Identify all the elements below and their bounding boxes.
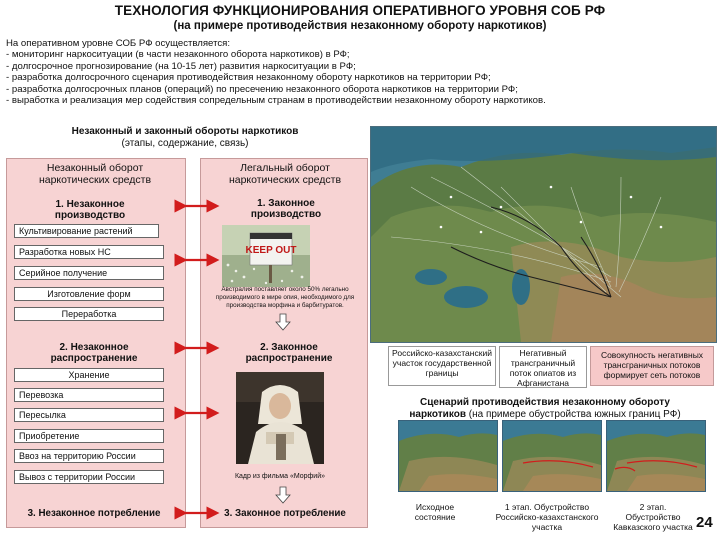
row-new-drugs: Разработка новых НС (14, 245, 164, 259)
legend-flow-network: Совокупность негативных трансграничных потоков формирует сеть потоков (590, 346, 714, 386)
australia-note: Австралия поставляет около 50% легально производимого в мире опия, необходимого для производства морфина и барбитуратов. (215, 286, 355, 309)
minimap-initial (398, 420, 498, 492)
illegal-step-3: 3. Незаконное потребление (27, 508, 161, 519)
illegal-step-1: 1. Незаконное производство (54, 199, 126, 221)
row-acquisition: Приобретение (14, 429, 164, 443)
row-serial: Серийное получение (14, 266, 164, 280)
legend-negative-flow: Негативный трансграничный поток опиатов из Афганистана (499, 346, 587, 388)
row-import: Ввоз на территорию России (14, 449, 164, 463)
illegal-heading: Незаконный оборот наркотических средств (38, 162, 152, 186)
legal-heading: Легальный оборот наркотических средств (228, 162, 342, 186)
scenario-title-main: Сценарий противодействия незаконному обороту наркотиков (409, 397, 670, 420)
row-transport: Перевозка (14, 388, 164, 402)
legend-border-section: Российско-казахстанский участок государственной границы (388, 346, 496, 386)
scenario-title-suffix: (на примере обустройства южных границ РФ) (468, 409, 681, 420)
stage-label-1: 1 этап. Обустройство Российско-казахстанского участка (495, 502, 599, 532)
stage-label-2: 2 этап. Обустройство Кавказского участка (613, 502, 693, 532)
row-export: Вывоз с территории России (14, 470, 164, 484)
row-storage: Хранение (14, 368, 164, 382)
page-number: 24 (696, 514, 713, 531)
intro-line: - долгосрочное прогнозирование (на 10-15 лет) развития наркоситуации в РФ; (6, 60, 356, 72)
legal-step-1: 1. Законное производство (250, 198, 322, 220)
intro-lead: На оперативном уровне СОБ РФ осуществляется: (6, 38, 231, 49)
eurasia-map (370, 126, 717, 343)
intro-line: - выработка и реализация мер содействия сопредельным странам в противодействии незаконному обороту наркотиков. (6, 95, 546, 107)
row-processing: Переработка (14, 307, 164, 321)
movie-caption: Кадр из фильма «Морфий» (234, 473, 326, 480)
page-title: ТЕХНОЛОГИЯ ФУНКЦИОНИРОВАНИЯ ОПЕРАТИВНОГО УРОВНЯ СОБ РФ (114, 3, 606, 18)
stage-label-initial: Исходное состояние (414, 502, 456, 522)
illegal-step-2: 2. Незаконное распространение (50, 342, 138, 364)
row-mailing: Пересылка (14, 408, 164, 422)
double-arrow-icon (181, 206, 213, 513)
keep-out-sign: KEEP OUT (245, 245, 297, 256)
row-cultivation: Культивирование растений (14, 224, 159, 238)
section-title-main: Незаконный и законный обороты наркотиков (71, 126, 299, 137)
section-title-sub: (этапы, содержание, связь) (121, 138, 249, 149)
down-arrow-icon (276, 314, 290, 503)
legal-step-3: 3. Законное потребление (224, 508, 346, 519)
scenario-title (395, 397, 695, 421)
intro-line: - разработка долгосрочного сценария противодействия незаконному обороту наркотиков на территории РФ; (6, 72, 491, 84)
legal-step-2: 2. Законное распространение (245, 342, 333, 364)
intro-line: - мониторинг наркоситуации (в части незаконного оборота наркотиков) в РФ; (6, 49, 350, 61)
page-subtitle: (на примере противодействия незаконному обороту наркотиков) (173, 20, 547, 32)
minimap-stage-1 (502, 420, 602, 492)
intro-line: - разработка долгосрочных планов (операций) по пресечению незаконного оборота наркотиков на территории РФ; (6, 83, 518, 95)
minimap-stage-2 (606, 420, 706, 492)
row-forms: Изготовление форм (14, 287, 164, 301)
